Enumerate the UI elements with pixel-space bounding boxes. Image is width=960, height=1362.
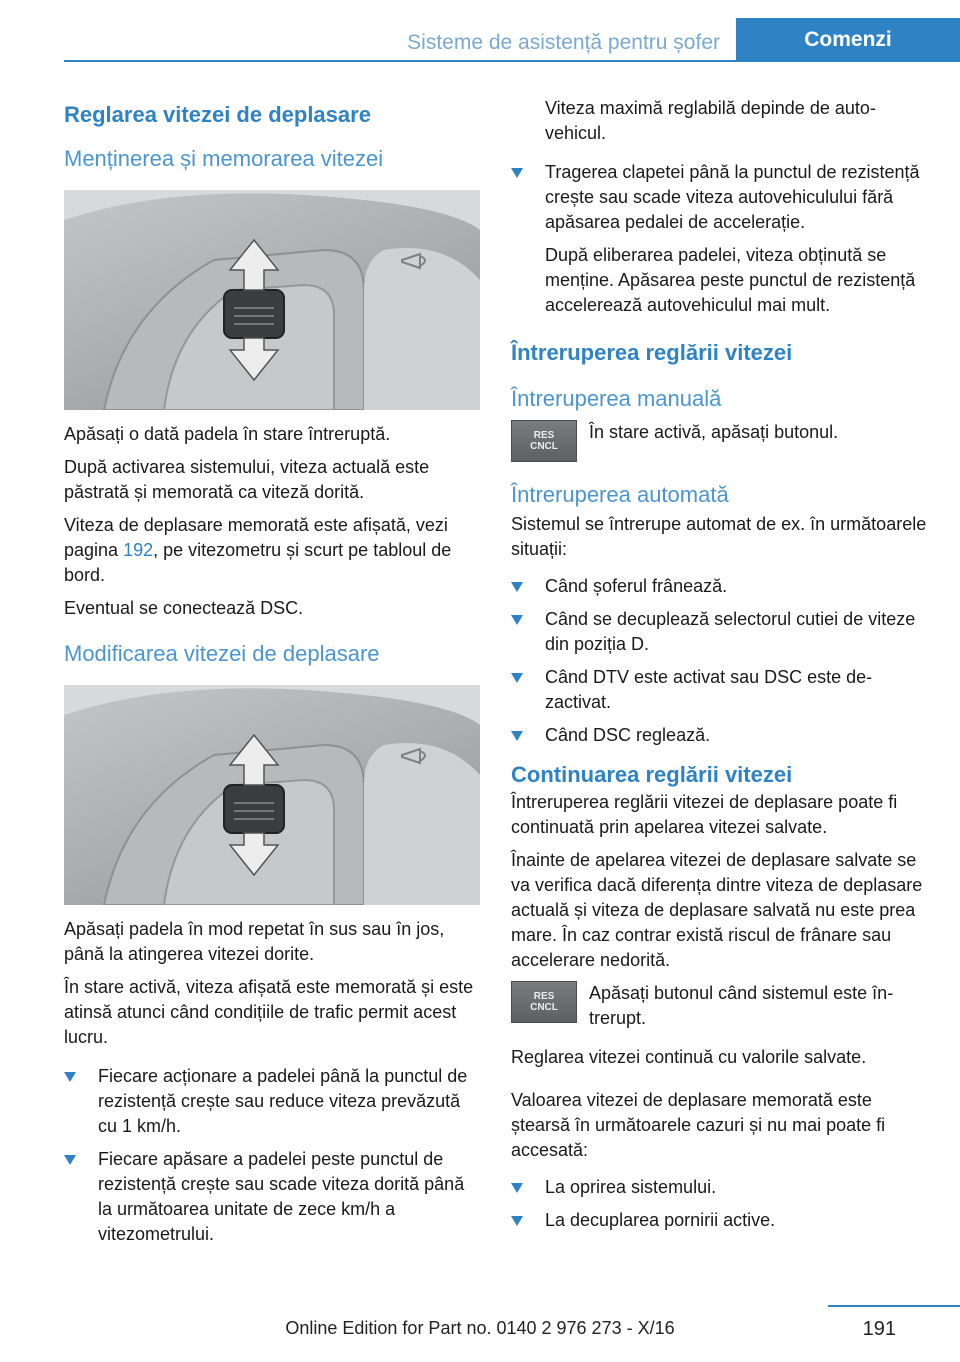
- section-title: Întreruperea reglării vitezei: [511, 340, 793, 365]
- subsection-title-manual-interrupt: Întreruperea manuală: [511, 386, 722, 411]
- footer-edition: Online Edition for Part no. 0140 2 976 273 - X/16: [285, 1318, 675, 1338]
- bullet-triangle-icon: [511, 673, 523, 683]
- page-number: 191: [862, 1318, 896, 1340]
- paragraph: În stare activă, viteza afișată este memorată și este atinsă atunci când condițiile de trafic permit acest lucru.: [64, 977, 474, 1047]
- button-instruction-text: Apăsați butonul când sistemul este întrerupt.: [589, 983, 894, 1028]
- list-item: Când DTV este activat sau DSC este dezactivat.: [511, 665, 929, 715]
- list-item: Fiecare apăsare a padelei peste punctul de rezistență crește sau scade viteza dorită până la următoarea unitate de zece km/h a vitezometrului.: [64, 1147, 482, 1247]
- paragraph: Sistemul se întrerupe automat de ex. în următoarele situații:: [511, 514, 927, 559]
- paragraph: Înainte de apelarea vitezei de deplasare salvate se va verifica dacă diferența dintre viteza de deplasare actuală și viteza de deplasare salvată nu este prea mare. În caz contrar există riscul de frânare sau accelerare nedorită.: [511, 850, 923, 970]
- list-item: Fiecare acționare a padelei până la punctul de rezistență crește sau reduce viteza prevăzută cu 1 km/h.: [64, 1064, 482, 1139]
- list-item: La oprirea sistemului.: [511, 1175, 929, 1200]
- section-title: Reglarea vitezei de deplasare: [64, 102, 371, 127]
- subsection-title-maintain-speed: Menținerea și memorarea vitezei: [64, 146, 384, 171]
- paragraph: Valoarea vitezei de deplasare memorată este ștearsă în următoarele cazuri și nu mai poate fi accesată:: [511, 1090, 886, 1160]
- right-column: [511, 96, 929, 1243]
- paragraph-text: , pe vitezometru și scurt pe tabloul de bord.: [64, 540, 452, 585]
- list-item: Când șoferul frânează.: [511, 574, 929, 599]
- paragraph: Apăsați padela în mod repetat în sus sau în jos, până la atingerea vitezei dorite.: [64, 919, 445, 964]
- list-item: Când DSC reglează.: [511, 723, 929, 748]
- bullet-triangle-icon: [511, 731, 523, 741]
- paragraph: Eventual se conectează DSC.: [64, 598, 304, 618]
- paragraph-with-page-reference: [64, 513, 482, 588]
- paragraph: Întreruperea reglării vitezei de deplasare poate fi continuată prin apelarea vitezei salvate.: [511, 792, 898, 837]
- button-instruction: [511, 981, 929, 1031]
- header-rule: [64, 60, 960, 62]
- section-title: Continuarea reglării vitezei: [511, 762, 793, 787]
- button-instruction: [511, 420, 929, 462]
- bullet-list: [511, 574, 929, 748]
- paragraph: Reglarea vitezei continuă cu valorile salvate.: [511, 1047, 867, 1067]
- steering-wheel-paddle-illustration: [64, 190, 480, 410]
- bullet-triangle-icon: [64, 1072, 76, 1082]
- paragraph: După eliberarea padelei, viteza obținută se menține. Apăsarea peste punctul de rezistență accelerează autovehiculul mai mult.: [545, 245, 916, 315]
- header-chapter-tab[interactable]: Comenzi: [736, 18, 960, 62]
- page-reference-link[interactable]: 192: [123, 540, 154, 560]
- list-item: Când se decuplează selectorul cutiei de viteze din poziția D.: [511, 607, 929, 657]
- bullet-triangle-icon: [511, 615, 523, 625]
- bullet-triangle-icon: [511, 168, 523, 178]
- list-item: Tragerea clapetei până la punctul de rezistență crește sau scade viteza autovehiculului fără apăsarea pedalei de accelerație.: [511, 160, 929, 235]
- header-section-title: Sisteme de asistență pentru șofer: [407, 31, 720, 54]
- bullet-list: [511, 1175, 929, 1233]
- footer-rule: [828, 1305, 960, 1307]
- bullet-triangle-icon: [64, 1155, 76, 1165]
- steering-wheel-illustration: [64, 190, 480, 410]
- subsection-title-change-speed: Modificarea vitezei de deplasare: [64, 641, 380, 666]
- res-cncl-button-icon: RES CNCL: [511, 981, 577, 1023]
- bullet-triangle-icon: [511, 582, 523, 592]
- bullet-triangle-icon: [511, 1183, 523, 1193]
- paragraph: Apăsați o dată padela în stare întreruptă.: [64, 424, 391, 444]
- bullet-list: [511, 160, 929, 235]
- bullet-triangle-icon: [511, 1216, 523, 1226]
- steering-wheel-paddle-illustration: [64, 685, 480, 905]
- bullet-list: [64, 1064, 482, 1247]
- paragraph-text: Viteza de deplasare memorată este afișată, vezi pagina: [64, 515, 448, 560]
- button-instruction-text: În stare activă, apăsați butonul.: [589, 422, 839, 442]
- left-column: [64, 100, 482, 1257]
- list-item: La decuplarea pornirii active.: [511, 1208, 929, 1233]
- paragraph: După activarea sistemului, viteza actuală este păstrată și memorată ca viteză dorită.: [64, 457, 430, 502]
- subsection-title-automatic-interrupt: Întreruperea automată: [511, 482, 729, 507]
- res-cncl-button-icon: RES CNCL: [511, 420, 577, 462]
- steering-wheel-illustration: [64, 685, 480, 905]
- paragraph: Viteza maximă reglabilă depinde de autovehicul.: [545, 98, 876, 143]
